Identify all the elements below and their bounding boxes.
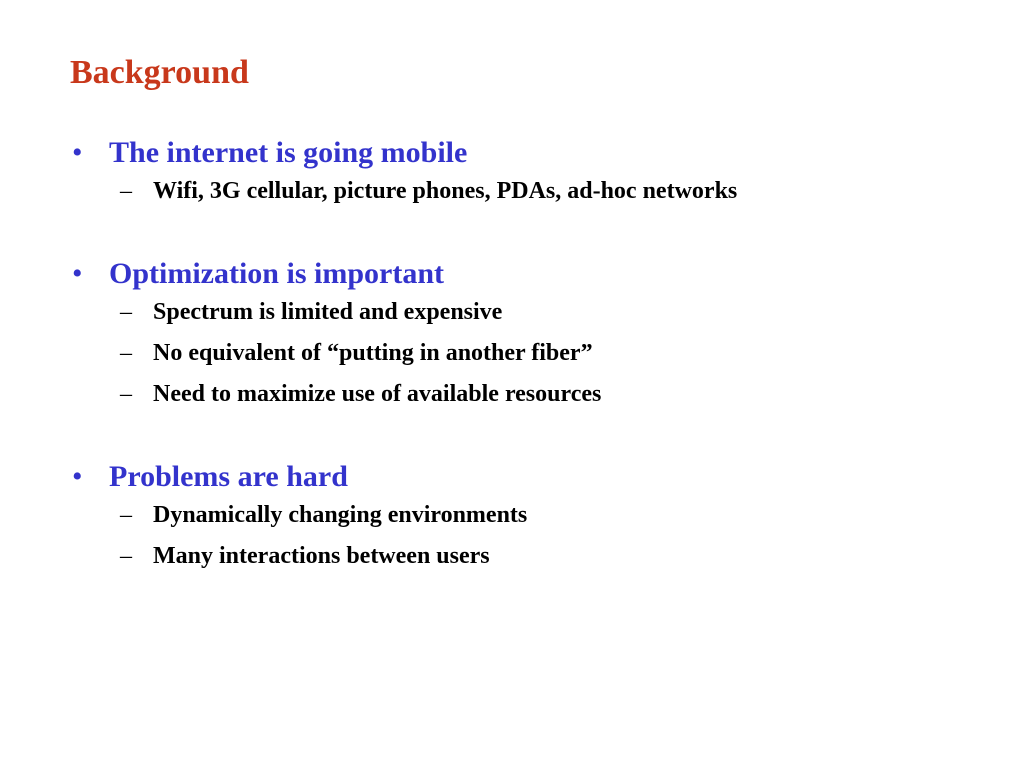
sub-item [120, 340, 992, 381]
sub-item-text: Wifi, 3G cellular, picture phones, PDAs, ad-hoc networks [153, 178, 738, 204]
sub-item [120, 178, 992, 219]
dash-marker: – [120, 381, 132, 407]
dash-marker: – [120, 178, 132, 204]
slide-title: Background [70, 54, 249, 91]
dash-marker: – [120, 299, 132, 325]
bullet-heading: Optimization is important [109, 257, 444, 290]
dash-marker: – [120, 543, 132, 569]
bullet-item [72, 460, 992, 502]
sub-item-text: No equivalent of “putting in another fiber” [153, 340, 593, 366]
sub-item-text: Dynamically changing environments [153, 502, 528, 528]
bullet-item [72, 257, 992, 299]
bullet-heading: Problems are hard [109, 460, 348, 493]
section-mobile [72, 136, 992, 219]
sub-item [120, 381, 992, 422]
sub-item [120, 502, 992, 543]
sub-item [120, 543, 992, 584]
bullet-marker: • [72, 136, 83, 169]
bullet-list [72, 136, 992, 622]
bullet-marker: • [72, 460, 83, 493]
section-optimization [72, 257, 992, 422]
section-problems [72, 460, 992, 584]
sub-item-text: Spectrum is limited and expensive [153, 299, 503, 325]
bullet-item [72, 136, 992, 178]
bullet-marker: • [72, 257, 83, 290]
sub-item [120, 299, 992, 340]
dash-marker: – [120, 340, 132, 366]
sub-item-text: Many interactions between users [153, 543, 490, 569]
bullet-heading: The internet is going mobile [109, 136, 468, 169]
dash-marker: – [120, 502, 132, 528]
sub-item-text: Need to maximize use of available resources [153, 381, 602, 407]
